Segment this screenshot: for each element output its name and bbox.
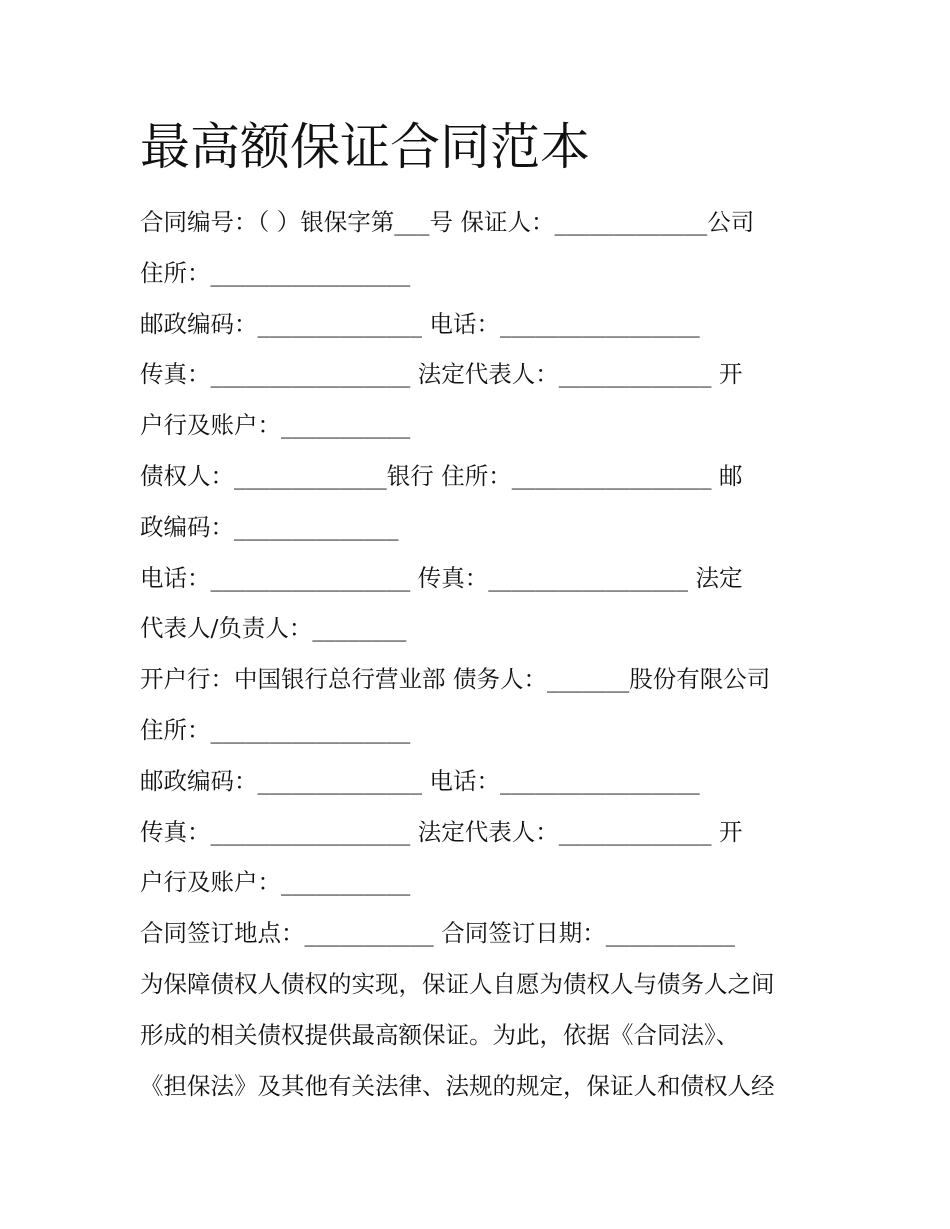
signing-place-date-line: 合同签订地点：___________ 合同签订日期：___________	[140, 919, 735, 948]
guarantor-address-line: 住所：_________________	[140, 258, 411, 287]
debtor-postcode-phone-line: 邮政编码：______________ 电话：_________________	[140, 766, 700, 795]
creditor-phone-fax-line: 电话：_________________ 传真：_________________ 法定	[140, 563, 743, 592]
debtor-fax-representative-line: 传真：_________________ 法定代表人：_____________ 开	[140, 817, 743, 846]
guarantor-fax-representative-line: 传真：_________________ 法定代表人：_____________ 开	[140, 360, 743, 389]
creditor-bank-debtor-line: 开户行：中国银行总行营业部 债务人：_______股份有限公司	[140, 665, 771, 694]
preamble-line-1: 为保障债权人债权的实现，保证人自愿为债权人与债务人之间	[140, 969, 775, 998]
guarantor-postcode-phone-line: 邮政编码：______________ 电话：_________________	[140, 309, 700, 338]
debtor-bank-account-line: 户行及账户：___________	[140, 868, 411, 897]
document-title: 最高额保证合同范本	[140, 118, 590, 176]
contract-number-guarantor-line: 合同编号：（ ）银保字第___号 保证人：_____________公司	[140, 208, 755, 236]
creditor-representative-line: 代表人/负责人：________	[140, 614, 407, 643]
guarantor-bank-account-line: 户行及账户：___________	[140, 411, 411, 440]
creditor-postcode-line: 政编码：______________	[140, 512, 399, 541]
debtor-address-line: 住所：_________________	[140, 715, 411, 744]
preamble-line-3: 《担保法》及其他有关法律、法规的规定，保证人和债权人经	[140, 1071, 775, 1100]
preamble-line-2: 形成的相关债权提供最高额保证。为此，依据《合同法》、	[140, 1020, 740, 1049]
creditor-address-line: 债权人：_____________银行 住所：_________________ 邮	[140, 461, 743, 490]
document-body	[140, 197, 830, 1111]
